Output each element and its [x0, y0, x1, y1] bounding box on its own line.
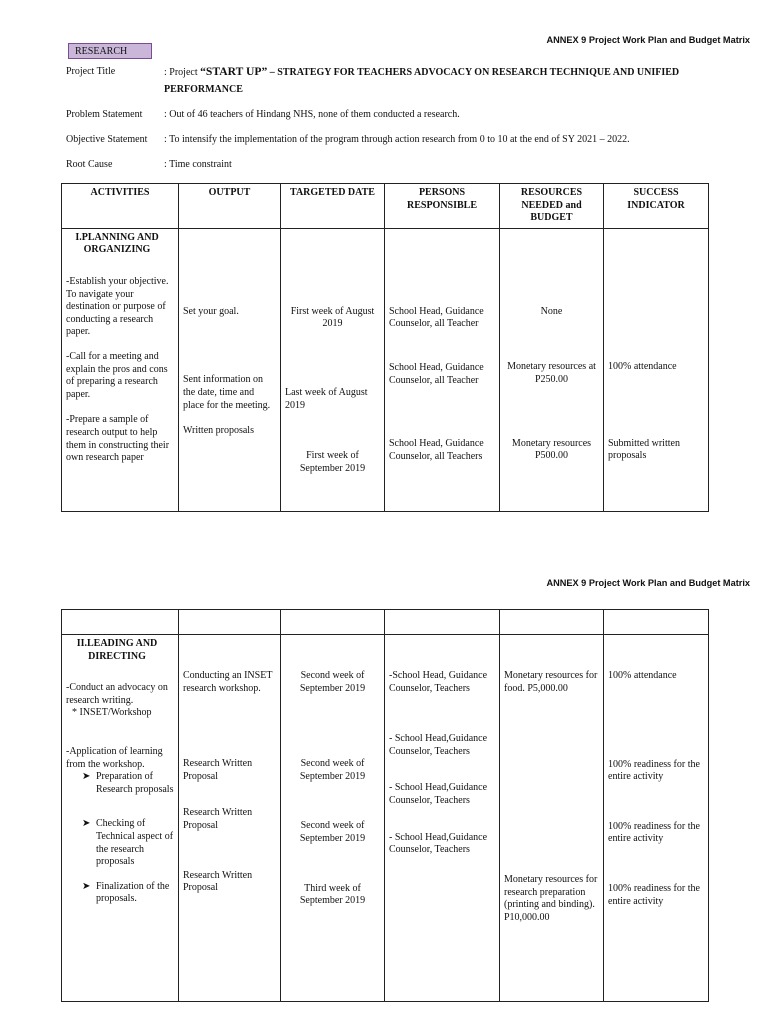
objective-label: Objective Statement — [66, 134, 148, 145]
persons-text: School Head, Guidance Counselor, all Teacher — [389, 305, 484, 330]
annex-title: ANNEX 9 Project Work Plan and Budget Matrix — [546, 35, 750, 45]
activity-text: -Conduct an advocacy on research writing. — [66, 682, 168, 706]
persons-cell — [385, 635, 500, 1002]
output-text: Research Written Proposal — [183, 807, 253, 831]
persons-text: School Head, Guidance Counselor, all Teacher — [389, 361, 484, 386]
resources-cell — [500, 635, 604, 1002]
resources-text: None — [540, 305, 563, 317]
indicator-text: 100% readiness for the entire activity — [608, 882, 700, 907]
output-cell — [179, 228, 281, 511]
list-item — [66, 818, 174, 868]
activities-cell — [62, 228, 179, 511]
persons-text: -School Head, Guidance Counselor, Teachers — [389, 670, 488, 694]
output-text: Sent information on the date, time and place for the meeting. — [183, 374, 271, 411]
arrow-bullet-icon: ➤ — [82, 880, 91, 892]
project-name: “START UP” — [200, 65, 268, 78]
header-resources: RESOURCES NEEDED and BUDGET — [500, 184, 604, 229]
resources-text: Monetary resources for food. P5,000.00 — [504, 670, 598, 694]
activity-text: -Call for a meeting and explain the pros and cons of preparing a research paper. — [66, 350, 168, 400]
indicator-text: 100% attendance — [608, 670, 677, 681]
subactivity-text: Finalization of the proposals. — [96, 880, 170, 905]
table-header-row-empty — [62, 610, 709, 635]
indicator-cell — [604, 228, 709, 511]
resources-text: Monetary resources for research preparation (printing and binding). P10,000.00 — [504, 874, 598, 923]
work-plan-table-2 — [61, 609, 709, 1002]
date-text: First week of September 2019 — [299, 450, 366, 474]
list-item — [66, 771, 174, 796]
project-title-label: Project Title — [66, 66, 116, 77]
problem-label: Problem Statement — [66, 109, 143, 120]
persons-text: School Head, Guidance Counselor, all Teachers — [389, 438, 484, 462]
output-text: Research Written Proposal — [183, 869, 253, 894]
header-targeted-date: TARGETED DATE — [281, 184, 385, 229]
root-cause-value: : Time constraint — [164, 159, 232, 170]
activities-cell — [62, 635, 179, 1002]
header-persons-responsible: PERSONS RESPONSIBLE — [385, 184, 500, 229]
output-text: Set your goal. — [183, 305, 239, 317]
indicator-text: 100% attendance — [608, 361, 677, 373]
date-text: Second week of September 2019 — [299, 820, 366, 844]
persons-text: - School Head,Guidance Counselor, Teachers — [389, 733, 488, 757]
arrow-bullet-icon: ➤ — [82, 818, 91, 830]
date-text: Third week of September 2019 — [299, 882, 366, 907]
activity-text: -Establish your objective. To navigate your destination or purpose of conducting a research paper. — [66, 275, 169, 338]
subactivity-text: Checking of Technical aspect of the research proposals — [96, 818, 174, 868]
section-title: I.PLANNING AND ORGANIZING — [75, 231, 159, 256]
activity-text: * INSET/Workshop — [72, 707, 152, 719]
header-activities: ACTIVITIES — [62, 184, 179, 229]
date-cell — [281, 635, 385, 1002]
project-title-line2: PERFORMANCE — [164, 84, 243, 95]
indicator-text — [608, 306, 704, 319]
output-cell — [179, 635, 281, 1002]
project-title-prefix: : Project — [164, 67, 201, 78]
output-text: Conducting an INSET research workshop. — [183, 670, 273, 694]
problem-value: : Out of 46 teachers of Hindang NHS, none of them conducted a research. — [164, 109, 460, 120]
resources-text: Monetary resources P500.00 — [511, 437, 592, 462]
date-text: Second week of September 2019 — [299, 670, 366, 694]
table-row — [62, 228, 709, 511]
table-row — [62, 635, 709, 1002]
work-plan-table-1 — [61, 183, 709, 512]
indicator-text: 100% readiness for the entire activity — [608, 820, 700, 845]
output-text: Research Written Proposal — [183, 758, 253, 782]
project-title-value — [164, 66, 679, 80]
application-label: -Application of learning from the workshop. — [66, 745, 163, 770]
persons-text: - School Head,Guidance Counselor, Teachers — [389, 782, 488, 806]
indicator-text: 100% readiness for the entire activity — [608, 758, 700, 783]
subactivity-text: Preparation of Research proposals — [96, 771, 174, 795]
output-text: Written proposals — [183, 425, 254, 437]
persons-text: - School Head,Guidance Counselor, Teachers — [389, 831, 488, 856]
table-header-row — [62, 184, 709, 229]
annex-title-2: ANNEX 9 Project Work Plan and Budget Matrix — [546, 578, 750, 588]
section-title: II.LEADING AND DIRECTING — [76, 638, 158, 662]
date-text: First week of August 2019 — [290, 305, 375, 330]
resources-cell — [500, 228, 604, 511]
project-title-rest: – STRATEGY FOR TEACHERS ADVOCACY ON RESEARCH TECHNIQUE AND UNIFIED — [267, 67, 680, 78]
root-cause-label: Root Cause — [66, 159, 113, 170]
research-tag: RESEARCH — [68, 43, 152, 59]
objective-value: : To intensify the implementation of the program through action research from 0 to 10 at the end of SY 2021 – 2022. — [164, 134, 630, 145]
list-item — [66, 881, 174, 906]
arrow-bullet-icon: ➤ — [82, 771, 91, 783]
indicator-cell — [604, 635, 709, 1002]
indicator-text: Submitted written proposals — [608, 437, 680, 462]
date-text: Second week of September 2019 — [299, 758, 366, 782]
resources-text: Monetary resources at P250.00 — [507, 361, 596, 385]
header-success-indicator: SUCCESS INDICATOR — [604, 184, 709, 229]
header-output: OUTPUT — [179, 184, 281, 229]
activity-text: -Prepare a sample of research output to help them in constructing their own research paper — [66, 414, 170, 464]
persons-cell — [385, 228, 500, 511]
date-text: Last week of August 2019 — [285, 386, 368, 411]
date-cell — [281, 228, 385, 511]
